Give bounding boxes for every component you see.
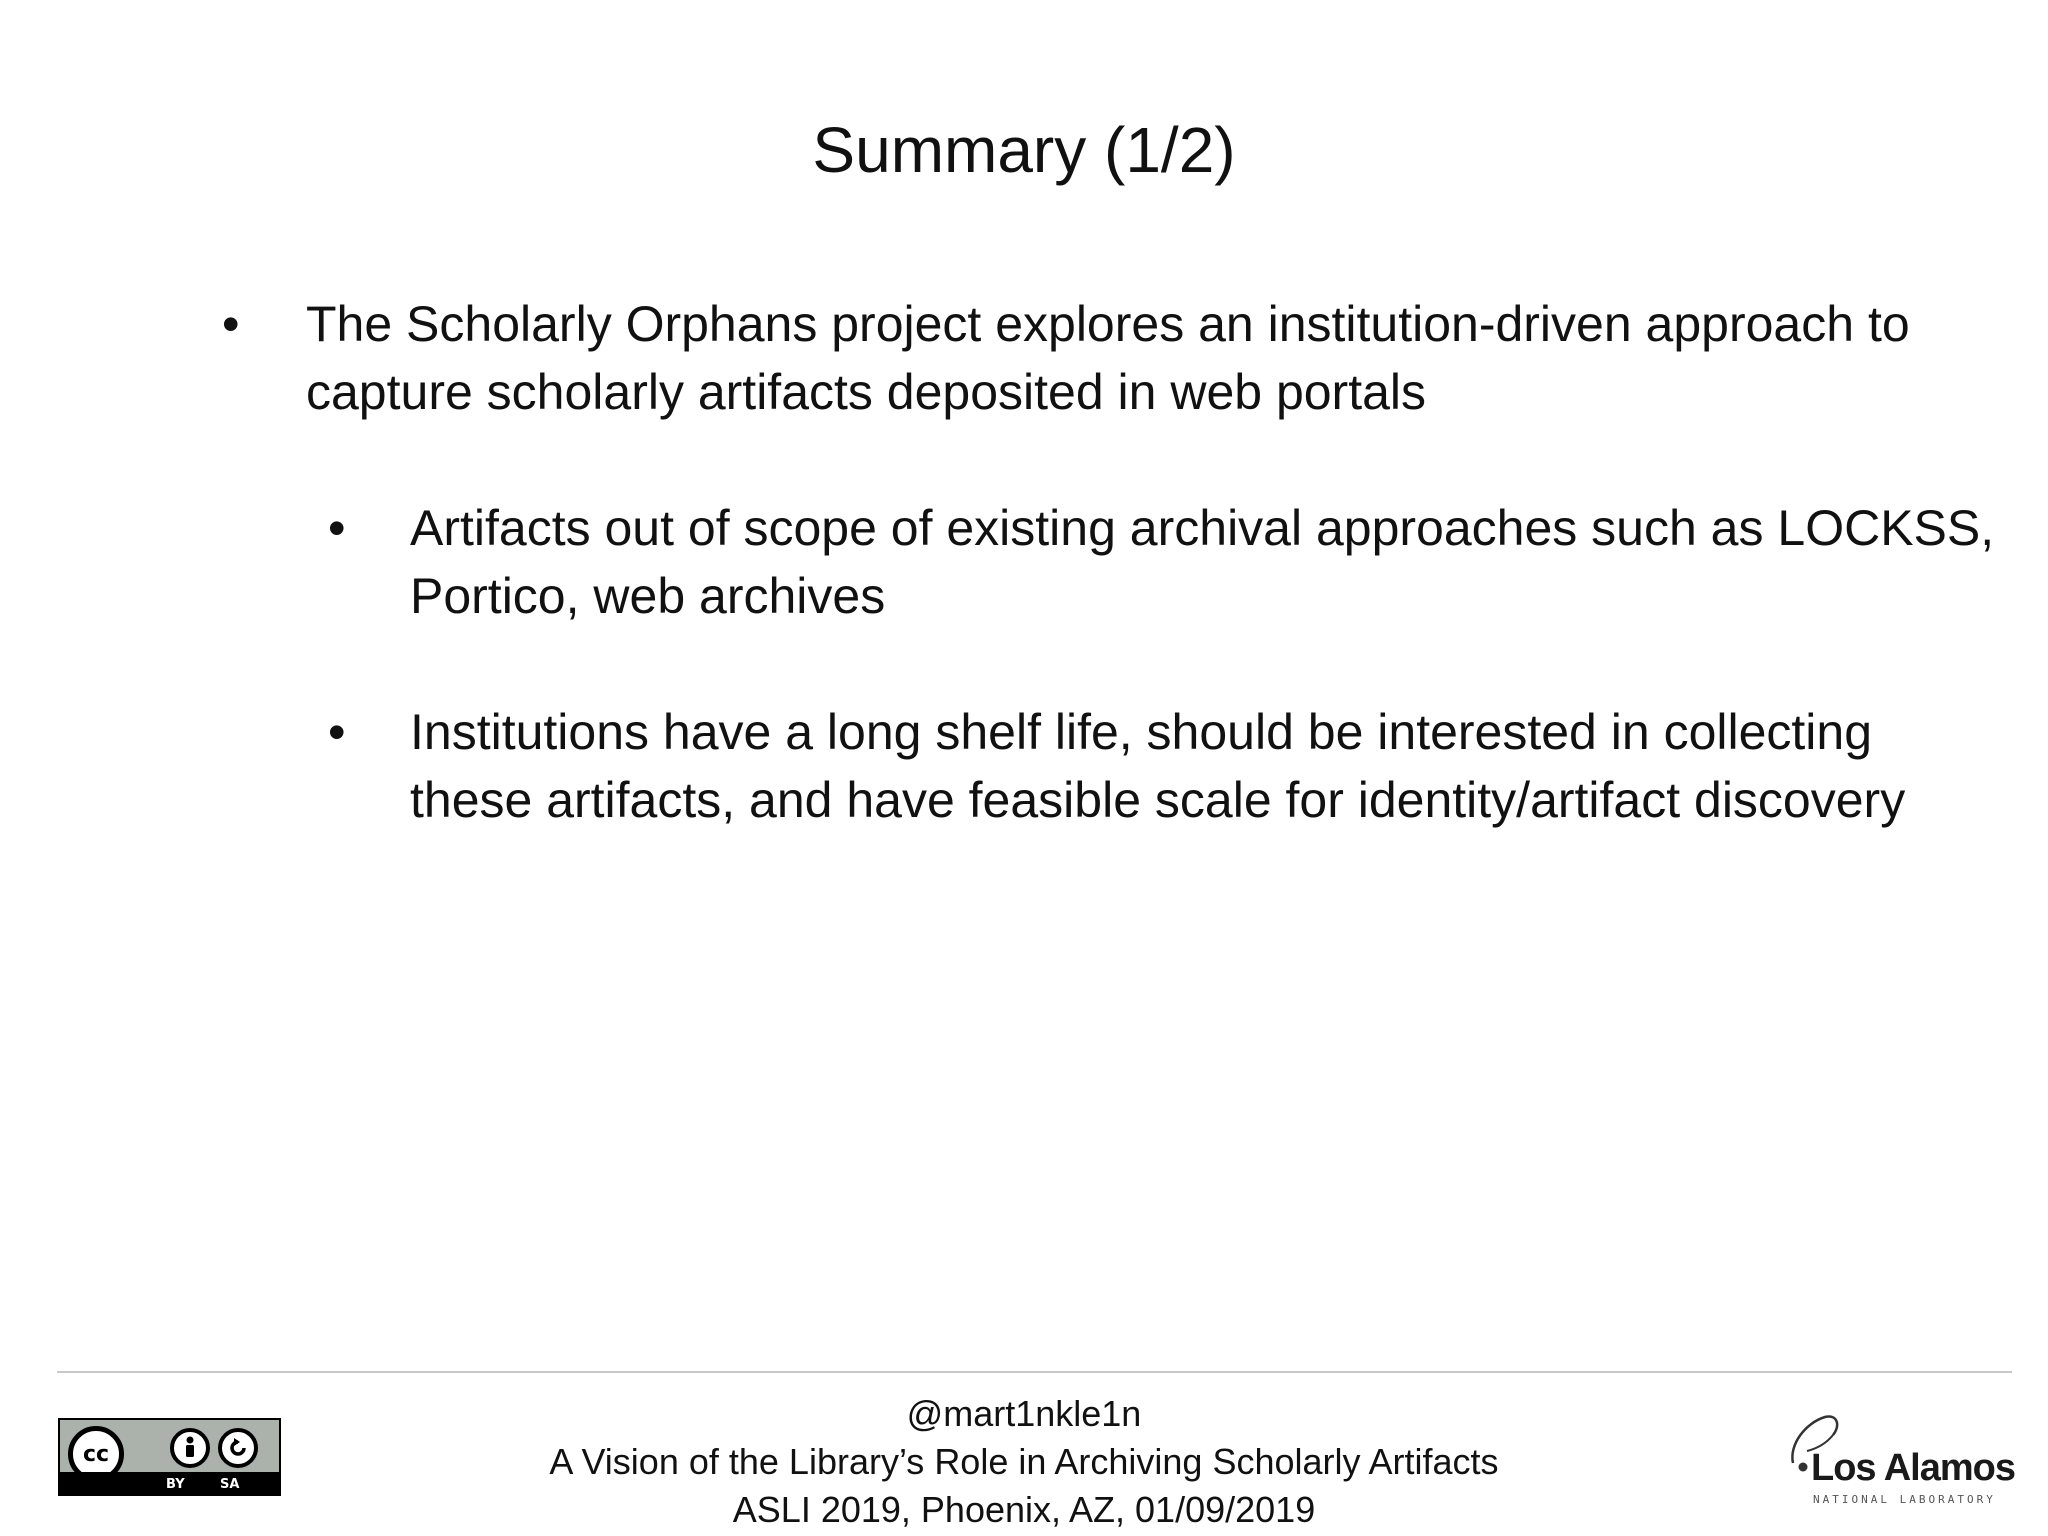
sub-bullet-item <box>328 698 2008 834</box>
bullet-text: The Scholarly Orphans project explores an institution-driven approach to capture scholarly artifacts deposited in web portals <box>306 296 1910 420</box>
bullet-item <box>222 290 1922 426</box>
sub-bullet-item <box>328 494 2008 630</box>
footer-talk-title: A Vision of the Library’s Role in Archiving Scholarly Artifacts <box>549 1441 1499 1482</box>
bullet-text: Institutions have a long shelf life, should be interested in collecting these artifacts, and have feasible scale for identity/artifact discovery <box>410 704 1906 828</box>
cc-by-sa-icon <box>58 1418 281 1496</box>
sa-icon <box>218 1428 258 1468</box>
los-alamos-logo <box>1775 1405 2015 1515</box>
logo-subtitle: NATIONAL LABORATORY <box>1813 1493 1996 1506</box>
bullet-marker: • <box>222 296 240 352</box>
footer-divider <box>57 1371 2012 1373</box>
footer <box>0 1390 2048 1534</box>
bullet-marker: • <box>328 704 346 760</box>
bullet-marker: • <box>328 500 346 556</box>
footer-handle: @mart1nkle1n <box>906 1393 1142 1434</box>
by-icon <box>170 1428 210 1468</box>
cc-icon: cc <box>68 1426 124 1482</box>
by-label: BY <box>166 1477 185 1492</box>
logo-name: Los Alamos <box>1811 1447 2015 1489</box>
slide-title: Summary (1/2) <box>812 114 1236 186</box>
sa-label: SA <box>220 1477 240 1492</box>
footer-event: ASLI 2019, Phoenix, AZ, 01/09/2019 <box>732 1489 1316 1530</box>
bullet-text: Artifacts out of scope of existing archival approaches such as LOCKSS, Portico, web archives <box>410 500 1995 624</box>
